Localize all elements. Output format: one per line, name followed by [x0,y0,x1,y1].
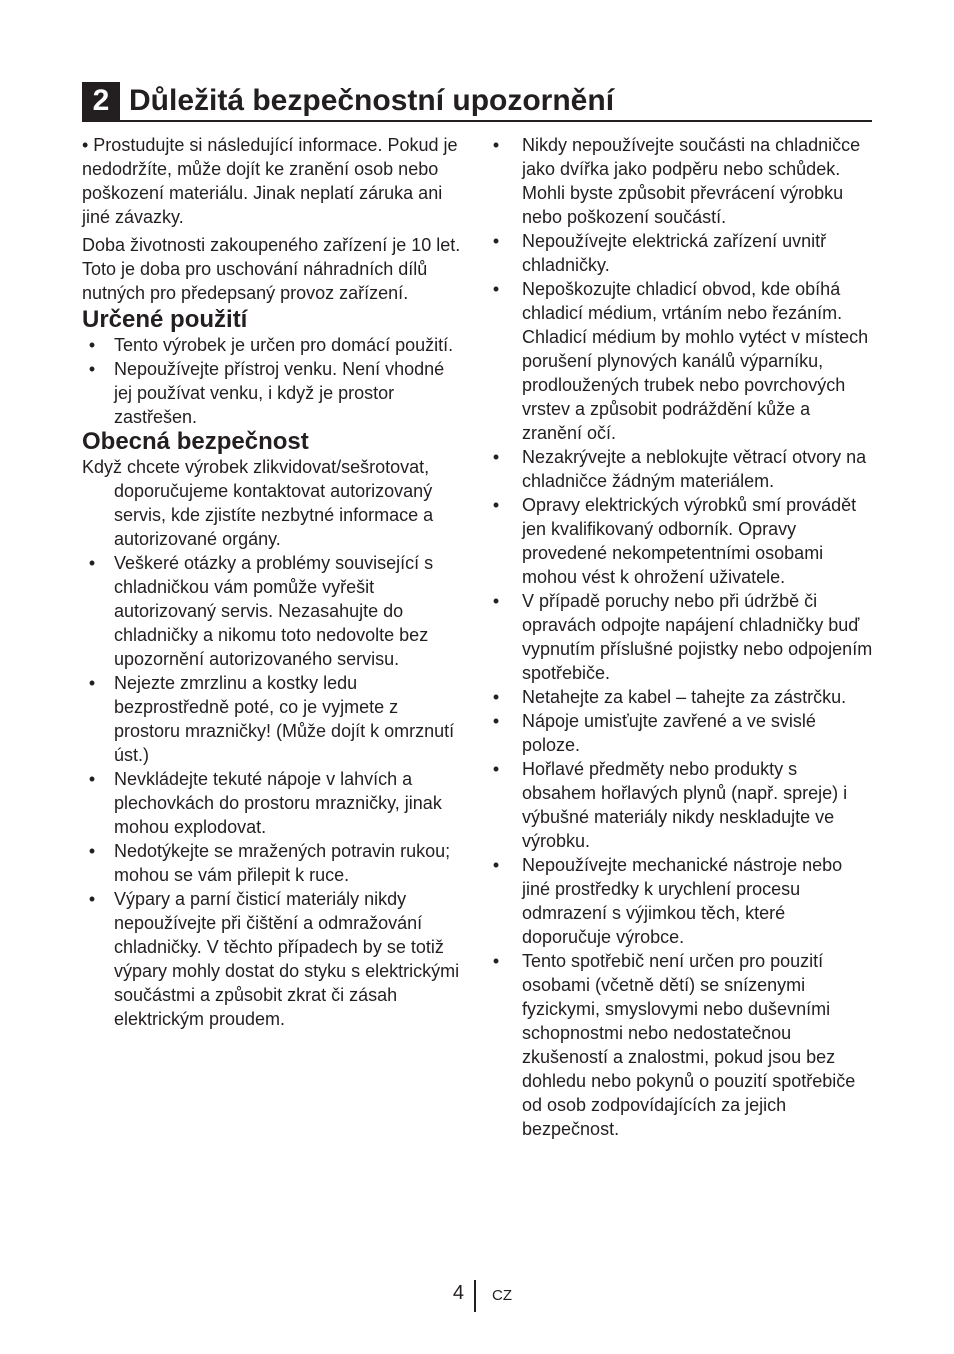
section-header [82,80,872,122]
list-item: • Nezakrývejte a neblokujte větrací otvory na chladničce žádným materiálem. [490,445,874,493]
list-item: • Opravy elektrických výrobků smí provádět jen kvalifikovaný odborník. Opravy provedené nekompetentními osobami mohou vést k ohrožení uživatele. [490,493,874,589]
intended-use-list [82,333,466,429]
intro-paragraph: • Prostudujte si následující informace. Pokud je nedodržíte, může dojít ke zranění osob nebo poškození materiálu. Jinak neplatí záruka ani jiné závazky. [82,135,458,227]
list-item: • Nejezte zmrzlinu a kostky ledu bezprostředně poté, co je vyjmete z prostoru mrazničky! (Může dojít k omrznutí úst.) [82,671,466,767]
list-item: • Tento spotřebič není určen pro pouzití osobami (včetně dětí) se snízenymi fyzickymi, smyslovymi nebo duševními schopnostmi nebo nedostatečnou zkušeností a znalostmi, pokud jsou bez dohledu nebo pokynů o pouzití spotřebiče od osob zodpovídajících za jejich bezpečnost. [490,949,874,1141]
general-safety-list [82,551,466,1031]
list-item: • Hořlavé předměty nebo produkty s obsahem hořlavých plynů (např. spreje) i výbušné materiály nikdy neskladujte ve výrobku. [490,757,874,853]
list-item: • Tento výrobek je určen pro domácí použití. [82,333,466,357]
list-item: • Nepoužívejte elektrická zařízení uvnitř chladničky. [490,229,874,277]
language-code: CZ [492,1287,512,1304]
footer-divider [474,1280,476,1312]
list-item: • Výpary a parní čisticí materiály nikdy nepoužívejte při čištění a odmražování chladničky. V těchto případech by se totiž výpary mohly dostat do styku s elektrickými součástmi a způsobit zkrat či zásah elektrickým proudem. [82,887,466,1031]
left-column [82,133,466,1031]
heading-intended-use: Určené použití [82,306,248,333]
lifetime-paragraph: Doba životnosti zakoupeného zařízení je 10 let. Toto je doba pro uschování náhradních dílů nutných pro předepsaný provoz zařízení. [82,235,461,303]
list-item: • Nedotýkejte se mražených potravin rukou; mohou se vám přilepit k ruce. [82,839,466,887]
list-item: • Nepoužívejte mechanické nástroje nebo jiné prostředky k urychlení procesu odmrazení s výjimkou těch, které doporučuje výrobce. [490,853,874,949]
list-item: • Nevkládejte tekuté nápoje v lahvích a plechovkách do prostoru mrazničky, jinak mohou explodovat. [82,767,466,839]
list-item: • Nápoje umisťujte zavřené a ve svislé poloze. [490,709,874,757]
heading-general-safety: Obecná bezpečnost [82,428,309,455]
section-title: Důležitá bezpečnostní upozornění [129,84,615,117]
section-number: 2 [82,82,120,120]
page-number: 4 [452,1282,464,1304]
list-item: • Veškeré otázky a problémy související s chladničkou vám pomůže vyřešit autorizovaný servis. Nezasahujte do chladničky a nikomu toto nedovolte bez upozornění autorizovaného servisu. [82,551,466,671]
list-item: • Nepoužívejte přístroj venku. Není vhodné jej používat venku, i když je prostor zastřešen. [82,357,466,429]
list-item: • V případě poruchy nebo při údržbě či opravách odpojte napájení chladničky buď vypnutím příslušné pojistky nebo odpojením spotřebiče. [490,589,874,685]
right-column [490,133,874,1141]
disposal-paragraph: Když chcete výrobek zlikvidovat/sešrotovat, doporučujeme kontaktovat autorizovaný servis, kde zjistíte nezbytné informace a autorizované orgány. [82,457,434,549]
list-item: • Nepoškozujte chladicí obvod, kde obíhá chladicí médium, vrtáním nebo řezáním. Chladicí médium by mohlo vytéct v místech porušení plynových kanálů výparníku, prodloužených trubek nebo povrchových vrstev a způsobit podráždění kůže a zranění očí. [490,277,874,445]
safety-list-continued [490,133,874,1141]
list-item: • Netahejte za kabel – tahejte za zástrčku. [490,685,874,709]
list-item: • Nikdy nepoužívejte součásti na chladničce jako dvířka jako podpěru nebo schůdek. Mohli byste způsobit převrácení výrobku nebo poškození součástí. [490,133,874,229]
